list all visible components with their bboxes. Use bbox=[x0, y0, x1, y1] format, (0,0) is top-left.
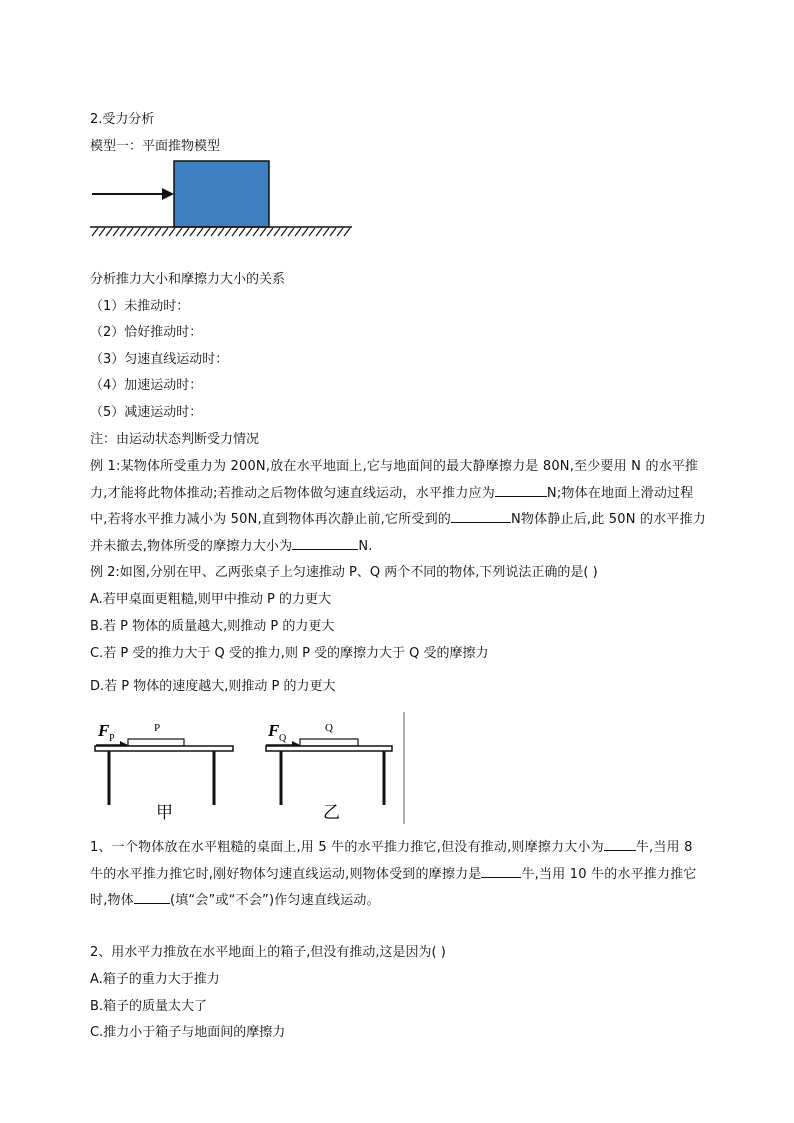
hatch-mark bbox=[274, 228, 280, 236]
question-1-text-3: 牛,当用 10 牛的水平推力推它时,物体 bbox=[90, 866, 697, 908]
block-p-label: P bbox=[154, 722, 161, 734]
force-q-label: F bbox=[268, 721, 280, 740]
hatch-mark bbox=[218, 228, 224, 236]
table-label-yi: 乙 bbox=[323, 803, 340, 823]
tables-figure bbox=[88, 710, 408, 826]
example-1-text-2: N;物体在地面上滑动过程中,若将水平推力减小为 50N,直到物体再次静止前,它所受到的 bbox=[90, 485, 694, 527]
hatch-mark bbox=[92, 228, 98, 236]
hatch-mark bbox=[295, 228, 301, 236]
hatch-mark bbox=[239, 228, 245, 236]
hatch-mark bbox=[267, 228, 273, 236]
hatch-mark bbox=[225, 228, 231, 236]
hatch-mark bbox=[337, 228, 343, 236]
example-1-blank-1[interactable] bbox=[495, 482, 547, 497]
block-p bbox=[128, 739, 184, 746]
hatch-mark bbox=[281, 228, 287, 236]
hatch-mark bbox=[155, 228, 161, 236]
hatch-mark bbox=[127, 228, 133, 236]
example-2-option-a: A.若甲桌面更粗糙,则甲中推动 P 的力更大 bbox=[90, 592, 332, 607]
section-title: 2.受力分析 bbox=[90, 112, 155, 127]
example-1-blank-3[interactable] bbox=[292, 535, 358, 550]
force-p-label: F bbox=[98, 721, 110, 740]
hatch-mark bbox=[120, 228, 126, 236]
hatch-mark bbox=[141, 228, 147, 236]
push-block-figure bbox=[88, 156, 358, 246]
hatch-mark bbox=[176, 228, 182, 236]
question-2-option-a: A.箱子的重力大于推力 bbox=[90, 972, 220, 987]
hatch-mark bbox=[162, 228, 168, 236]
hatch-mark bbox=[232, 228, 238, 236]
note: 注：由运动状态判断受力情况 bbox=[90, 432, 260, 447]
table-label-jia: 甲 bbox=[156, 803, 173, 823]
block bbox=[174, 161, 269, 227]
hatch-mark bbox=[113, 228, 119, 236]
tables-diagram bbox=[88, 710, 408, 826]
case-2: （2）恰好推动时： bbox=[90, 325, 203, 340]
push-block-diagram bbox=[88, 156, 358, 246]
hatch-mark bbox=[197, 228, 203, 236]
hatch-mark bbox=[190, 228, 196, 236]
question-1-blank-3[interactable] bbox=[134, 889, 170, 904]
case-5: （5）减速运动时： bbox=[90, 405, 203, 420]
question-2-option-b: B.箱子的质量太大了 bbox=[90, 999, 208, 1014]
table-top-jia bbox=[95, 746, 233, 751]
example-1-blank-2[interactable] bbox=[451, 508, 511, 523]
question-1-blank-1[interactable] bbox=[604, 836, 636, 851]
question-1 bbox=[90, 835, 706, 915]
hatch-mark bbox=[99, 228, 105, 236]
ground-hatch bbox=[92, 228, 350, 236]
block-q-label: Q bbox=[325, 722, 333, 734]
example-2-question: 例 2:如图,分别在甲、乙两张桌子上匀速推动 P、Q 两个不同的物体,下列说法正确的是( ) bbox=[90, 565, 598, 580]
example-1 bbox=[90, 454, 706, 560]
example-2-option-c: C.若 P 受的推力大于 Q 受的推力,则 P 受的摩擦力大于 Q 受的摩擦力 bbox=[90, 646, 489, 661]
analysis-intro: 分析推力大小和摩擦力大小的关系 bbox=[90, 272, 286, 287]
hatch-mark bbox=[204, 228, 210, 236]
hatch-mark bbox=[330, 228, 336, 236]
hatch-mark bbox=[134, 228, 140, 236]
hatch-mark bbox=[316, 228, 322, 236]
force-p-subscript: P bbox=[109, 733, 115, 744]
hatch-mark bbox=[169, 228, 175, 236]
example-2-option-d: D.若 P 物体的速度越大,则推动 P 的力更大 bbox=[90, 679, 336, 694]
example-1-text-3: N物体静止后,此 50N 的水平推力并未撤去,物体所受的摩擦力大小为 bbox=[90, 512, 706, 554]
example-1-text-1: 例 1:某物体所受重力为 200N,放在水平地面上,它与地面间的最大静摩擦力是 80N,至少要用 N 的水平推力,才能将此物体推动;若推动之后物体做匀速直线运动，水平推力应为 bbox=[90, 459, 699, 501]
question-1-text-1: 1、一个物体放在水平粗糙的桌面上,用 5 牛的水平推力推它,但没有推动,则摩擦力大小为 bbox=[90, 840, 604, 855]
hatch-mark bbox=[183, 228, 189, 236]
hatch-mark bbox=[288, 228, 294, 236]
question-2-option-c: C.推力小于箱子与地面间的摩擦力 bbox=[90, 1025, 286, 1040]
hatch-mark bbox=[253, 228, 259, 236]
question-2: 2、用水平力推放在水平地面上的箱子,但没有推动,这是因为( ) bbox=[90, 945, 446, 960]
hatch-mark bbox=[344, 228, 350, 236]
block-q bbox=[300, 739, 358, 746]
hatch-mark bbox=[246, 228, 252, 236]
model-title: 模型一：平面推物模型 bbox=[90, 139, 221, 154]
hatch-mark bbox=[302, 228, 308, 236]
case-4: （4）加速运动时： bbox=[90, 378, 203, 393]
case-1: （1）未推动时： bbox=[90, 299, 190, 314]
hatch-mark bbox=[106, 228, 112, 236]
hatch-mark bbox=[260, 228, 266, 236]
hatch-mark bbox=[148, 228, 154, 236]
hatch-mark bbox=[309, 228, 315, 236]
push-arrow-head bbox=[162, 188, 174, 200]
case-3: （3）匀速直线运动时： bbox=[90, 352, 229, 367]
hatch-mark bbox=[323, 228, 329, 236]
example-2-option-b: B.若 P 物体的质量越大,则推动 P 的力更大 bbox=[90, 619, 335, 634]
force-q-subscript: Q bbox=[279, 733, 287, 744]
example-1-text-4: N. bbox=[358, 538, 373, 554]
table-top-yi bbox=[266, 746, 392, 751]
hatch-mark bbox=[211, 228, 217, 236]
question-1-text-4: (填“会”或“不会”)作匀速直线运动。 bbox=[169, 893, 380, 908]
question-1-text-2: 牛,当用 8 牛的水平推力推它时,刚好物体匀速直线运动,则物体受到的摩擦力是 bbox=[90, 840, 693, 882]
question-1-blank-2[interactable] bbox=[481, 863, 521, 878]
